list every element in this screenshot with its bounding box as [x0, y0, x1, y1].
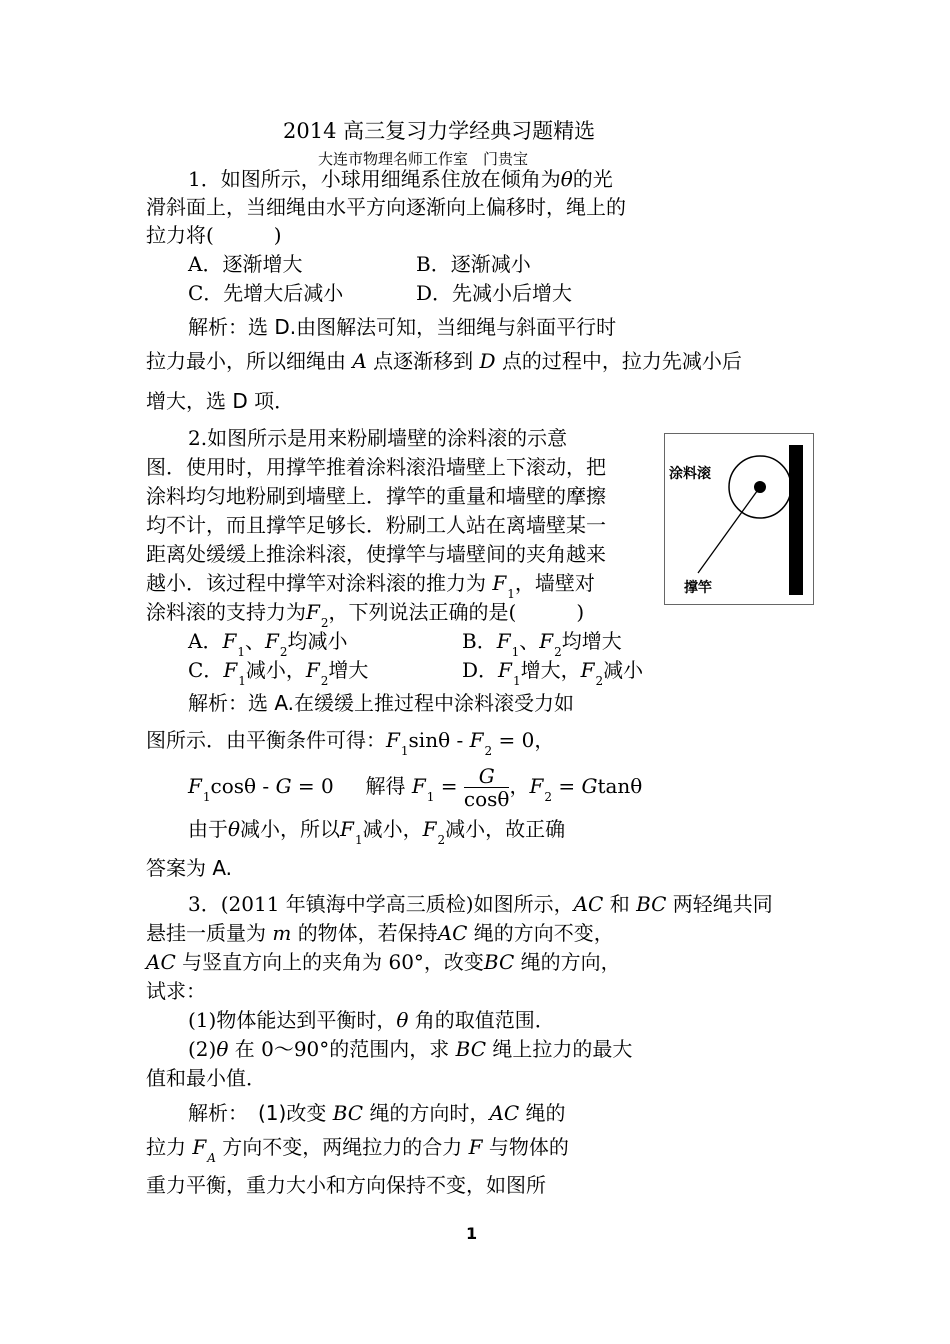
q1-line3: 拉力将( ) [146, 223, 282, 247]
q1-line2: 滑斜面上，当细绳由水平方向逐渐向上偏移时，绳上的 [146, 195, 626, 219]
q2-option-a: A．$F_1$、$F_2$均减小 [188, 629, 348, 659]
q2-solution-line3: $F_1\cos\theta - G = 0$ 解得 $F_1$ = $\frac{G}{\cos\theta}$ ，$F_2 = Gtan\theta$ [188, 764, 643, 811]
q2-line5: 距离处缓缓上推涂料滚，使撑竿与墙壁间的夹角越来 [146, 542, 606, 566]
q3-line1: 3．(2011 年镇海中学高三质检)如图所示，AC 和 BC 两轻绳共同 [188, 892, 773, 916]
q2-option-d: D．$F_1$增大，$F_2$减小 [462, 658, 644, 688]
q3-line3: AC 与竖直方向上的夹角为 60°，改变BC 绳的方向， [146, 950, 621, 974]
q3-line4: 试求： [146, 979, 206, 1003]
label-pole: 撑竿 [684, 580, 712, 596]
q3-solution-line2: 拉力 $F_A$ 方向不变，两绳拉力的合力 F 与物体的 [146, 1135, 569, 1165]
paint-roller-figure [664, 433, 814, 605]
q3-line7: 值和最小值． [146, 1066, 266, 1090]
q2-line6: 越小．该过程中撑竿对涂料滚的推力为 $F_1$，墙壁对 [146, 571, 595, 601]
q1-option-a: A．逐渐增大 [188, 252, 303, 276]
q1-solution-line1: 解析：选 D.由图解法可知，当细绳与斜面平行时 [188, 315, 617, 339]
q2-line1: 2.如图所示是用来粉刷墙壁的涂料滚的示意 [188, 426, 568, 450]
q2-solution-line1: 解析：选 A.在缓缓上推过程中涂料滚受力如 [188, 691, 575, 715]
page-number: 1 [466, 1224, 478, 1243]
q3-solution-line1: 解析： (1)改变 BC 绳的方向时，AC 绳的 [188, 1101, 566, 1125]
q1-option-b: B．逐渐减小 [416, 252, 531, 276]
q1-line1: 1．如图所示，小球用细绳系住放在倾角为θ的光 [188, 167, 613, 191]
wall [789, 445, 803, 595]
q2-line7: 涂料滚的支持力为$F_2$，下列说法正确的是( ) [146, 600, 585, 630]
q1-solution-line3: 增大，选 D 项． [146, 389, 295, 413]
q3-line5: (1)物体能达到平衡时，θ 角的取值范围． [188, 1008, 555, 1032]
q2-solution-line2: 图所示．由平衡条件可得：$F_1\sin\theta - F_2 = 0$， [146, 728, 555, 758]
q1-solution-line2: 拉力最小，所以细绳由 A 点逐渐移到 D 点的过程中，拉力先减小后 [146, 349, 742, 373]
fraction-g-over-cos: $\frac{G}{\cos\theta}$ [463, 764, 510, 811]
q1-option-d: D．先减小后增大 [416, 281, 573, 305]
page-title: 2014 高三复习力学经典习题精选 [283, 119, 596, 143]
q2-line3: 涂料均匀地粉刷到墙壁上．撑竿的重量和墙壁的摩擦 [146, 484, 606, 508]
q2-line4: 均不计，而且撑竿足够长．粉刷工人站在离墙壁某一 [146, 513, 606, 537]
q2-line2: 图．使用时，用撑竿推着涂料滚沿墙壁上下滚动，把 [146, 455, 606, 479]
q2-option-b: B．$F_1$、$F_2$均增大 [462, 629, 622, 659]
q3-line2: 悬挂一质量为 m 的物体，若保持AC 绳的方向不变， [146, 921, 614, 945]
q2-solution-line4: 由于θ减小，所以$F_1$减小，$F_2$减小，故正确 [188, 817, 566, 847]
q1-option-c: C．先增大后减小 [188, 281, 344, 305]
q3-line6: (2)θ 在 0～90°的范围内，求 BC 绳上拉力的最大 [188, 1037, 633, 1061]
q2-solution-line5: 答案为 A. [146, 856, 233, 880]
label-roller: 涂料滚 [669, 466, 711, 482]
q2-option-c: C．$F_1$减小，$F_2$增大 [188, 658, 369, 688]
q3-solution-line3: 重力平衡，重力大小和方向保持不变，如图所 [146, 1173, 546, 1197]
page-subtitle: 大连市物理名师工作室 门贵宝 [318, 150, 529, 168]
